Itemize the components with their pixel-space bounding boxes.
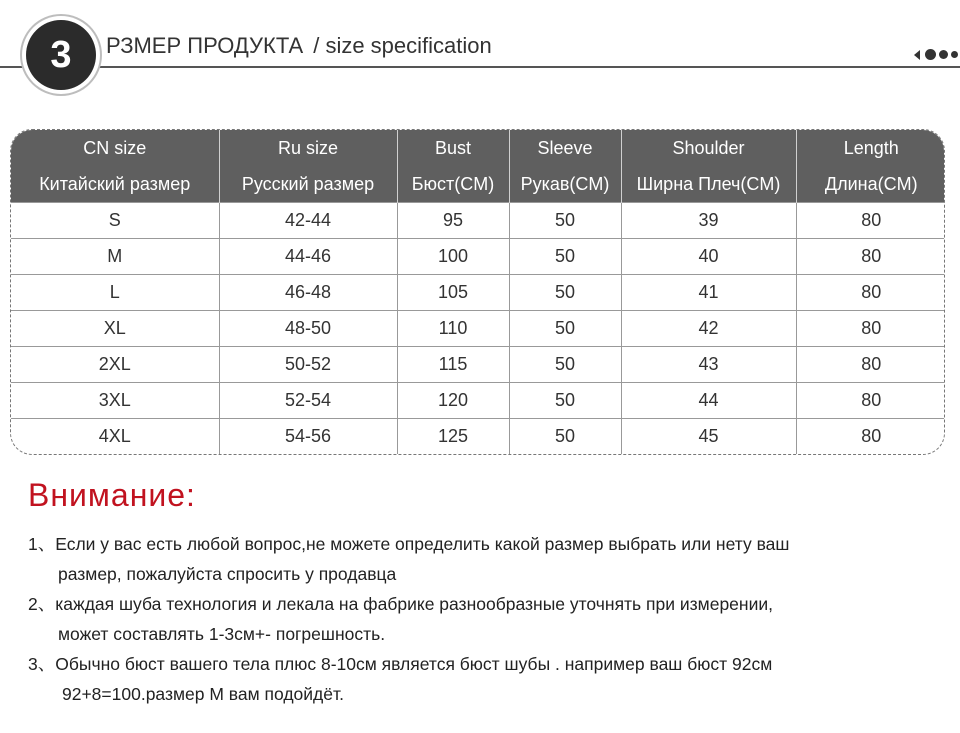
column-header-bust: Bust Бюст(CM) bbox=[397, 130, 509, 203]
cell-sleeve: 50 bbox=[509, 383, 621, 419]
column-header-sleeve: Sleeve Рукав(CM) bbox=[509, 130, 621, 203]
cell-ru-size: 52-54 bbox=[219, 383, 397, 419]
size-table-container bbox=[10, 129, 945, 455]
table-row bbox=[11, 383, 945, 419]
page-title-en: / size specification bbox=[313, 33, 492, 58]
cell-sleeve: 50 bbox=[509, 419, 621, 455]
cell-bust: 125 bbox=[397, 419, 509, 455]
notice-list bbox=[28, 529, 948, 709]
column-header-shoulder: Shoulder Ширна Плеч(CM) bbox=[621, 130, 796, 203]
cell-length: 80 bbox=[796, 203, 945, 239]
cell-cn-size: M bbox=[11, 239, 219, 275]
page-title-ru: РЗМЕР ПРОДУКТА bbox=[106, 33, 304, 58]
page-title bbox=[106, 33, 492, 59]
cell-shoulder: 40 bbox=[621, 239, 796, 275]
cell-bust: 115 bbox=[397, 347, 509, 383]
step-number: 3 bbox=[50, 33, 72, 76]
cell-ru-size: 44-46 bbox=[219, 239, 397, 275]
cell-shoulder: 43 bbox=[621, 347, 796, 383]
cell-cn-size: 2XL bbox=[11, 347, 219, 383]
cell-sleeve: 50 bbox=[509, 239, 621, 275]
cell-length: 80 bbox=[796, 311, 945, 347]
notice-item-line: размер, пожалуйста спросить у продавца bbox=[58, 564, 397, 584]
cell-ru-size: 46-48 bbox=[219, 275, 397, 311]
cell-shoulder: 39 bbox=[621, 203, 796, 239]
notice-item-line: 3、Обычно бюст вашего тела плюс 8-10см является бюст шубы . например ваш бюст 92см bbox=[28, 654, 773, 674]
cell-cn-size: 4XL bbox=[11, 419, 219, 455]
cell-bust: 95 bbox=[397, 203, 509, 239]
cell-cn-size: 3XL bbox=[11, 383, 219, 419]
cell-cn-size: L bbox=[11, 275, 219, 311]
cell-bust: 100 bbox=[397, 239, 509, 275]
cell-length: 80 bbox=[796, 383, 945, 419]
cell-cn-size: S bbox=[11, 203, 219, 239]
dot-icon bbox=[925, 49, 936, 60]
table-row bbox=[11, 347, 945, 383]
dot-icon bbox=[939, 50, 948, 59]
column-header-ru-size: Ru size Русский размер bbox=[219, 130, 397, 203]
cell-shoulder: 41 bbox=[621, 275, 796, 311]
cell-length: 80 bbox=[796, 419, 945, 455]
cell-bust: 120 bbox=[397, 383, 509, 419]
table-row bbox=[11, 419, 945, 455]
cell-ru-size: 42-44 bbox=[219, 203, 397, 239]
cell-length: 80 bbox=[796, 239, 945, 275]
cell-sleeve: 50 bbox=[509, 311, 621, 347]
cell-length: 80 bbox=[796, 275, 945, 311]
size-table bbox=[11, 130, 945, 454]
cell-length: 80 bbox=[796, 347, 945, 383]
cell-ru-size: 48-50 bbox=[219, 311, 397, 347]
dot-icon bbox=[951, 51, 958, 58]
cell-ru-size: 54-56 bbox=[219, 419, 397, 455]
table-row bbox=[11, 275, 945, 311]
cell-sleeve: 50 bbox=[509, 275, 621, 311]
notice-item bbox=[28, 649, 948, 709]
table-row bbox=[11, 203, 945, 239]
column-header-cn-size: CN size Китайский размер bbox=[11, 130, 219, 203]
step-number-badge bbox=[26, 20, 96, 90]
header-divider bbox=[0, 66, 960, 68]
cell-sleeve: 50 bbox=[509, 203, 621, 239]
notice-item-line: 92+8=100.размер M вам подойдёт. bbox=[62, 684, 344, 704]
table-row bbox=[11, 239, 945, 275]
notice-item-line: 1、Если у вас есть любой вопрос,не можете определить какой размер выбрать или нету ваш bbox=[28, 534, 790, 554]
cell-bust: 105 bbox=[397, 275, 509, 311]
table-row bbox=[11, 311, 945, 347]
cell-shoulder: 44 bbox=[621, 383, 796, 419]
arrow-left-icon bbox=[914, 50, 920, 60]
notice-item bbox=[28, 589, 948, 649]
cell-ru-size: 50-52 bbox=[219, 347, 397, 383]
cell-cn-size: XL bbox=[11, 311, 219, 347]
cell-shoulder: 45 bbox=[621, 419, 796, 455]
cell-shoulder: 42 bbox=[621, 311, 796, 347]
table-header-row bbox=[11, 130, 945, 203]
notice-item-line: 2、каждая шуба технология и лекала на фабрике разнообразные уточнять при измерении, bbox=[28, 594, 773, 614]
notice-title: Внимание: bbox=[28, 477, 196, 513]
notice-item bbox=[28, 529, 948, 589]
decorative-dots-icon bbox=[914, 49, 958, 60]
cell-sleeve: 50 bbox=[509, 347, 621, 383]
cell-bust: 110 bbox=[397, 311, 509, 347]
column-header-length: Length Длина(CM) bbox=[796, 130, 945, 203]
notice-item-line: может составлять 1-3см+- погрешность. bbox=[58, 624, 386, 644]
